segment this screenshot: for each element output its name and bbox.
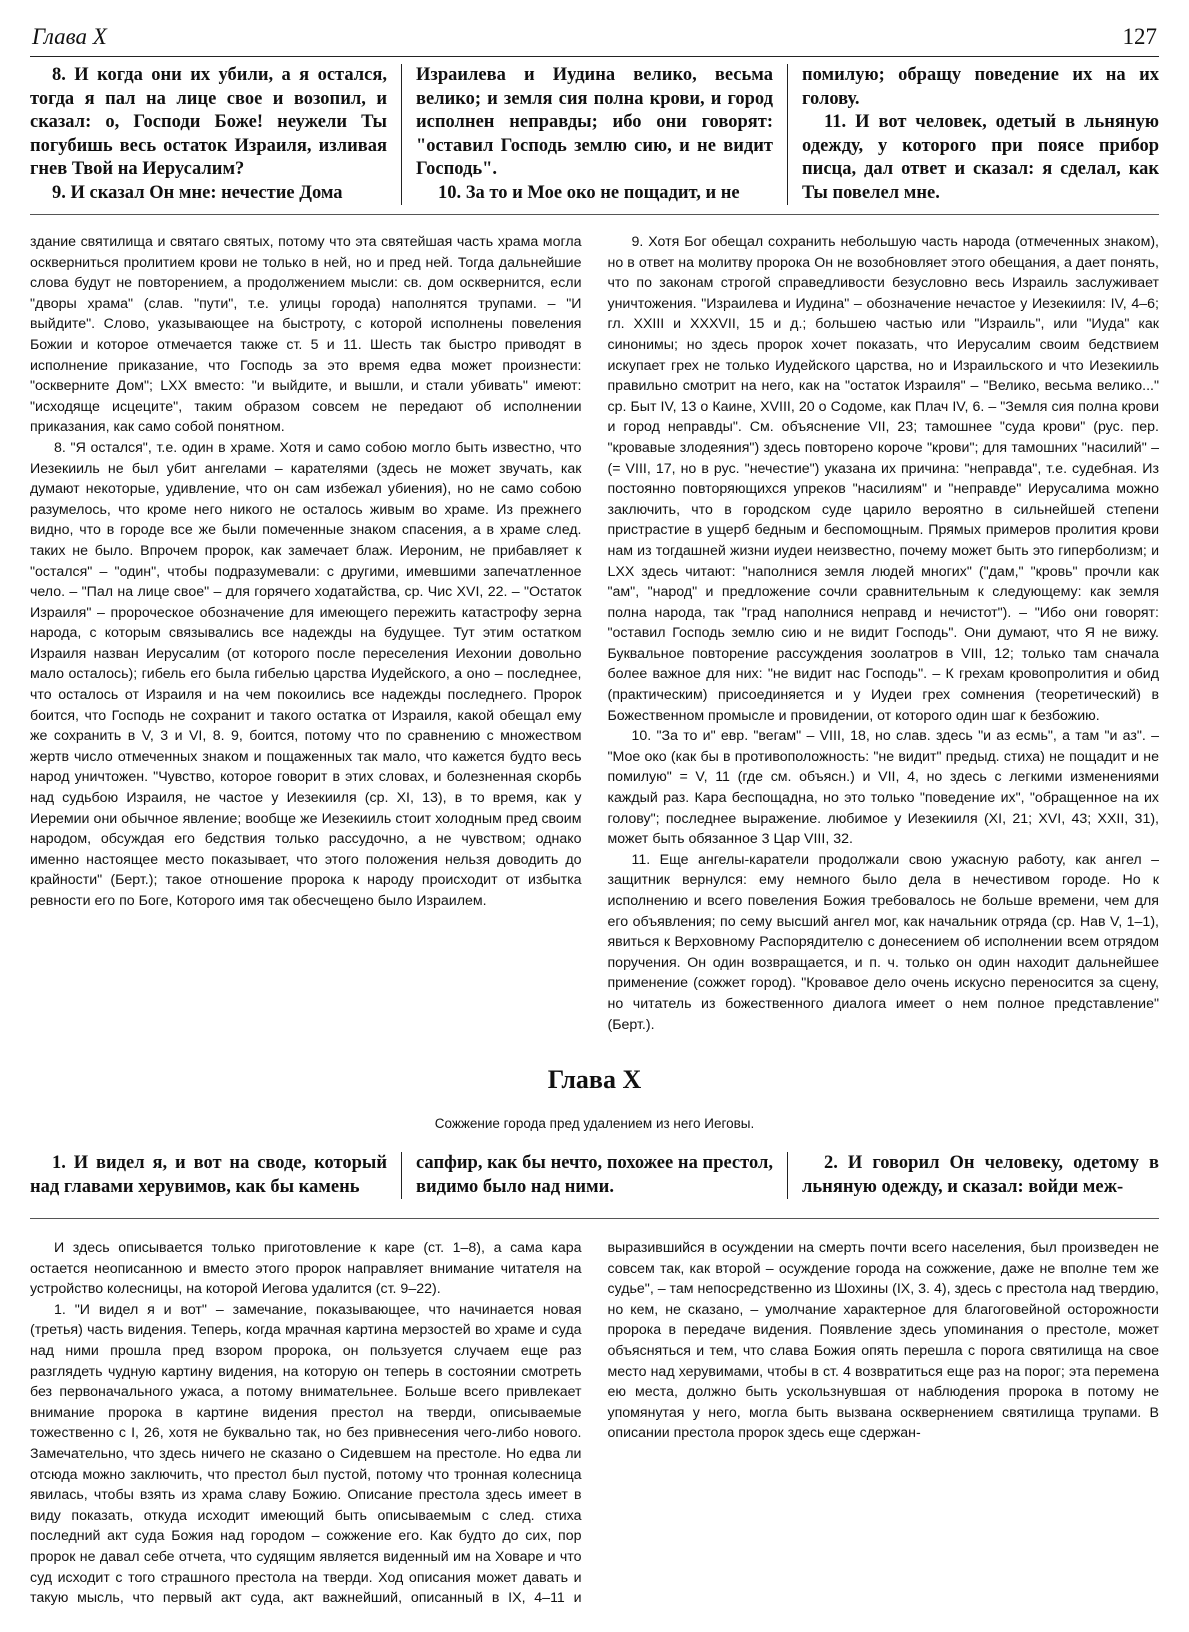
commentary-paragraph: 9. Хотя Бог обещал сохранить небольшую часть народа (отмеченных знаком), но в ответ на молитву пророка Он не возобновляет этого обещания, а дает понять, что по законам строгой справедливости безусловно весь Израиль заслуживает уничтожения. "Израилева и Иудина" – обозначение нечастое у Иезекииля: IV, 4–6; гл. XXIII и XXXVII, 15 и д.; большею частью или "Израиль", или "Иуда" как синонимы; но здесь пророк хочет показать, что Иерусалим своим бедствием искупает грех не только Иудейского царства, но и Израильского и что Иезекииль правильно смотрит на него, как на "остаток Израиля" – "Велико, весьма велико..." ср. Быт IV, 13 о Каине, XVIII, 20 о Содоме, как Плач IV, 6. – "Земля сия полна крови и город неправды". См. объяснение VII, 23; тамошнее "суда крови" (рус. пер. "кровавые злодеяния") здесь повторено короче "крови"; для тамошних "насилий" – (= VIII, 17, но в рус. "нечестие") указана их причина: "неправда", т.е. судебная. Из постоянно повторяющихся упреков "насилиям" и "неправде" Иерусалима можно заключить, что в городском суде царило вероятно в сильнейшей степени пристрастие в ущерб бедным и беспомощным. Прямых примеров пролития крови нам из тогдашней жизни иудеи неизвестно, почему может быть это гиперболизм; и LXX здесь читают: "наполнися земля людей многих" ("дам," "кровь" прочли как "ам", "народ" и предложение сочли сравнительным к следующему: как земля полна народа, так "град наполнися неправд и нечистот"). – "Ибо они говорят: "оставил Господь землю сию и не видит Господь". Они думают, что Я не вижу. Буквальное повторение рассуждения зоолатров в VIII, 12; только там сначала более важное для них: "не видит нас Господь". – К грехам кровопролития и обид (практическим) присоединяется и у Иудеи грех сомнения (теоретический) в Божественном промысле и провидении, от которого один шаг к безбожию. xyxy=(607,234,1159,724)
verse-10-start: 10. За то и Мое око не пощадит, и не xyxy=(438,182,740,203)
commentary-paragraph: И здесь описывается только приготовление к каре (ст. 1–8), а сама кара остается неописанною и вместо этого пророк направляет внимание читателя на устройство колесницы, на которой Иегова удалится (ст. 9–22). xyxy=(30,1240,582,1298)
verse-column-1 xyxy=(30,1152,401,1199)
verse-block-chapter xyxy=(30,1152,1159,1199)
verse-9-end: Израилева и Иудина велико, весьма велико; и земля сия полна крови, и город исполнен неправды; ибо они говорят: "оставил Господь землю сию, и не видит Господь". xyxy=(416,65,773,179)
commentary-bottom xyxy=(30,1238,1159,1618)
verse-divider-top xyxy=(30,214,1159,215)
verse-9-start: 9. И сказал Он мне: нечестие Дома xyxy=(52,182,343,203)
commentary-top-left xyxy=(30,232,582,1035)
page-number: 127 xyxy=(1122,24,1157,49)
verse-11: 11. И вот человек, одетый в льняную одежду, у которого при поясе прибор писца, дал ответ и сказал: я сделал, как Ты повелел мне. xyxy=(802,112,1159,203)
verse-8: 8. И когда они их убили, а я остался, тогда я пал на лице свое и возопил, и сказал: о, Господи Боже! неужели Ты погубишь весь остаток Израиля, изливая гнев Твой на Иерусалим? xyxy=(30,65,387,179)
verse-column-3 xyxy=(787,64,1159,205)
running-title: Глава X xyxy=(32,24,107,49)
commentary-paragraph: 10. "За то и" евр. "вегам" – VIII, 18, но слав. здесь "и аз есмь", а там "и аз". – "Мое око (как бы в противоположность: "не видит" предыд. стиха) не пощадит и не помилую" = V, 11 (где см. объясн.) и VII, 4, но здесь с легкими изменениями каждый раз. Кара беспощадна, но это только "поведение их", "обращенное на их голову"; последнее выражение. любимое у Иезекииля (XI, 21; XVI, 43; XXII, 31), может быть обязанное 3 Цар VIII, 32. xyxy=(607,728,1159,848)
verse-2: 2. И говорил Он человеку, одетому в льняную одежду, и сказал: войди меж- xyxy=(802,1153,1159,1197)
verse-1-start: 1. И видел я, и вот на своде, который над главами херувимов, как бы камень xyxy=(30,1153,387,1197)
commentary-paragraph: 11. Еще ангелы-каратели продолжали свою ужасную работу, как ангел – защитник вернулся: ему немного было дела в нечестивом городе. Но к исполнению и всего повеления Божия требовалось не больше времени, чем для его объявления; по сему высший ангел мог, как начальник отряда (ср. Нав V, 1–1), явиться к Верховному Распорядителю с донесением об исполнении всем отрядом поручения. Он один возвращается, и п. ч. только он один находит дальнейшее применение (сожжет город). "Кровавое дело очень искусно переносится за сцену, но читатель из божественного диалога имеет о нем полное представление" (Берт.). xyxy=(607,851,1159,1033)
verse-divider-chapter xyxy=(30,1218,1159,1219)
verse-10-end: помилую; обращу поведение их на их голову. xyxy=(802,65,1159,109)
commentary-paragraph: 1. "И видел я и вот" – замечание, показывающее, что начинается новая (третья) часть видения. Теперь, когда мрачная картина мерзостей во храме и суда над ними прошла пред взором пророка, он пользуется случаем еще раз разглядеть чудную картину видения, на которую он теперь в состоянии смотреть без первоначального ужаса, а потому внимательнее. Больше всего привлекает внимание пророка в картине видения престол на тверди, описываемые тожественно с I, 26, хотя не буквально так, но без привнесения чего-либо нового. Замечательно, что здесь ничего не сказано о Сидевшем на престоле. Но едва ли отсюда можно заключить, что престол был пустой, потому что тронная колесница явилась, чтобы взять из храма славу Божию. Описание престола здесь имеет в виду показать, откуда исходит имеющий быть описываемым с след. стиха последний акт суда Божия над городом – сожжение его. Как будто до сих, пор пророк не давал себе отчета, что судящим является виденный им на Ховаре и что суд исходит с того страшного престола на тверди. Ход описания может давать и такую мысль, что первый акт суда, акт важнейший, описанный в IX, 4–11 и выразившийся в осуждении на смерть почти всего населения, был произведен не совсем так, как второй – осуждение города на сожжение, даже не вполне тем же судье", – там непосредственно из Шохины (IX, 3. 4), здесь с престола над твердию, но кем, не сказано, – умолчание характерное для благоговейной осторожности пророка в передаче видения. Появление здесь упоминания о престоле, может объясняться и тем, что слава Божия опять перешла с порога святилища на свое место над херувимами, чтобы в ст. 4 возвратиться еще раз на порог; эта перемена ею места, должно быть ускользнувшая от наблюдения пророка в потому не упомянутая у него, могла быть вызвана осквернением святилища трупами. В описании престола пророк здесь еще сдержан- xyxy=(30,1240,1159,1607)
commentary-paragraph: здание святилища и святаго святых, потому что эта святейшая часть храма могла оскверниться пролитием крови не только в ней, но и пред ней. Тогда дальнейшие слова будут не повторением, а продолжением мысли: св. дом осквернится, если "дворы храма" (слав. "пути", т.е. улицы города) наполнятся трупами. – "И выйдите". Слово, указывающее на быстроту, с которой исполнены повеления Божии и которое отмечается также ст. 5 и 11. Шесть так быстро приводят в исполнение приказание, что Господь за это время едва может произнести: "оскверните Дом"; LXX вместо: "и выйдите, и вышли, и стали убивать" имеют: "исходяще исцеците", таким образом совсем не передают об исполнении приказания, как само собой понятном. xyxy=(30,234,582,436)
commentary-bottom-columns xyxy=(30,1238,1159,1618)
verse-column-2 xyxy=(401,1152,787,1199)
verse-1-end: сапфир, как бы нечто, похожее на престол, видимо было над ними. xyxy=(416,1153,773,1197)
running-header xyxy=(30,20,1159,57)
chapter-subtitle: Сожжение города пред удалением из него Иеговы. xyxy=(434,1116,755,1131)
commentary-top-right xyxy=(608,232,1160,1035)
verse-column-1 xyxy=(30,64,401,205)
verse-column-2 xyxy=(401,64,787,205)
verse-column-3 xyxy=(787,1152,1159,1199)
commentary-top xyxy=(30,232,1159,1035)
chapter-title: Глава X xyxy=(547,1065,642,1094)
verse-block-top xyxy=(30,64,1159,205)
commentary-paragraph: 8. "Я остался", т.е. один в храме. Хотя и само собою могло быть известно, что Иезекииль не был убит ангелами – карателями (здесь не может звучать, как думают некоторые, удивление, что он сам избежал убиения), но не само собою разумелось, что кроме него никого не осталось живым во храме. Из прежнего видно, что в городе все же были помеченные знаком спасения, а в храме след. таких не было. Впрочем пророк, как замечает блаж. Иероним, не прибавляет к "остался" – "один", чтобы подразумевали: с другими, имевшими запечатленное чело. – "Пал на лице свое" – для горячего ходатайства, ср. Чис XVI, 22. – "Остаток Израиля" – пророческое обозначение для имеющего пережить катастрофу зерна народа, с которым связывались все надежды на будущее. Тут этим остатком Израиля назван Иерусалим (от которого после переселения Иехонии довольно мало осталось); гибель его была гибелью царства Иудейского, а оно – последнее, что осталось от Израиля и на чем покоились все надежды последнего. Пророк боится, что Господь не сохранит и такого остатка от Израиля, какой обещал ему же сохранить в V, 3 и VI, 8. 9, боится, потому что по сравнению с множеством жертв число отмеченных знаком и пощаженных так мало, что кажется будто весь народ уничтожен. "Чувство, которое говорит в этих словах, и болезненная скорбь над судьбою Израиля, не частое у Иезекииля (ср. XI, 13), в то время, как у Иеремии они обычное явление; вообще же Иезекииль стоит холодным пред своим народом, обсуждая его бедствия только рассудочно, а не чувством; однако именно настоящее место показывает, что этого положения нельзя доводить до крайности" (Берт.); такое отношение пророка к народу происходит от избытка ревности его по Боге, Которого имя так обесчещено было Израилем. xyxy=(30,439,582,909)
